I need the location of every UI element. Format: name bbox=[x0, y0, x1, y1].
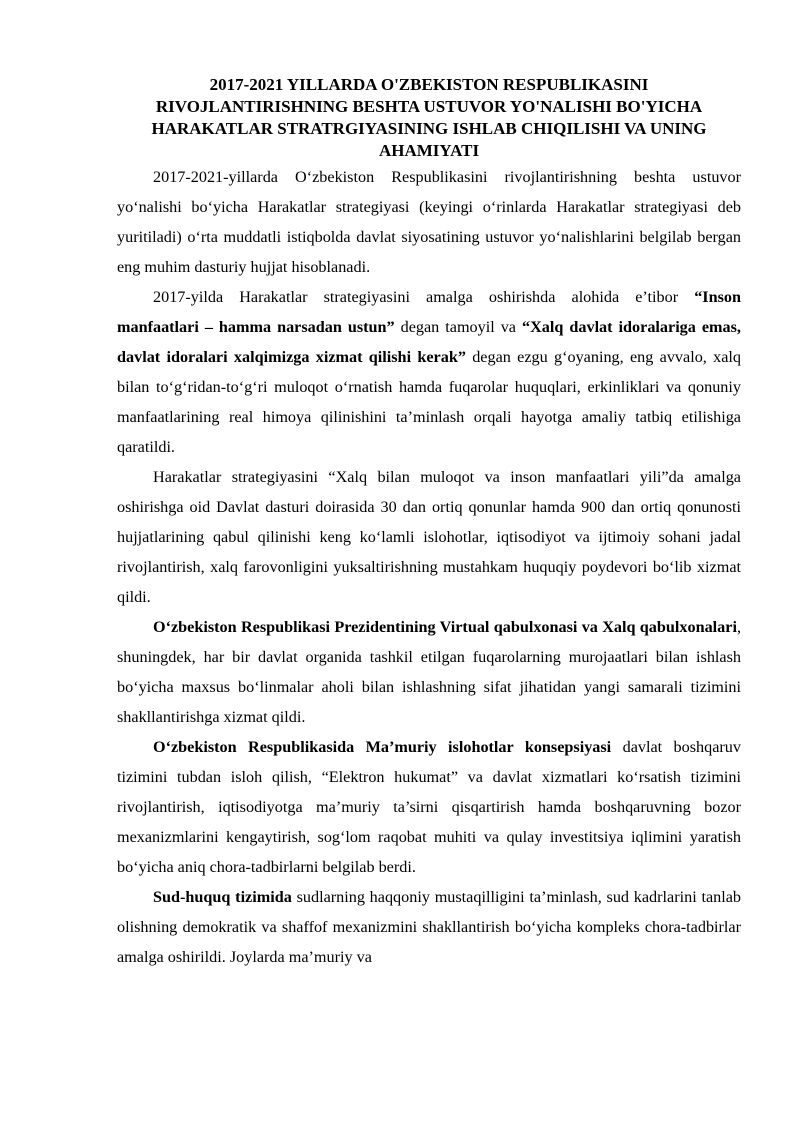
paragraph-3: Harakatlar strategiyasini “Xalq bilan muloqot va inson manfaatlari yili”da amalga oshirishga oid Davlat dasturi doirasida 30 dan ortiq qonunlar hamda 900 dan ortiq qonunosti hujjatlarining qabul qilinishi keng ko‘lamli islohotlar, iqtisodiyot va ijtimoiy sohani jadal rivojlantirish, xalq farovonligini yuksaltirishning mustahkam huquqiy poydevori bo‘lib xizmat qildi. bbox=[117, 468, 741, 606]
paragraph-6 bbox=[117, 882, 741, 972]
paragraph-2-text-3: degan ezgu g‘oyaning, eng avvalo, xalq bilan to‘g‘ridan-to‘g‘ri muloqot o‘rnatish hamda fuqarolar huquqlari, erkinliklari va qonuniy manfaatlarining real himoya qilinishini ta’minlash orqali hayotga amaliy tatbiq etilishiga qaratildi. bbox=[117, 348, 741, 456]
paragraph-2-bold-2: “Xalq davlat idoralariga emas, davlat idoralari xalqimizga xizmat qilishi kerak” bbox=[117, 318, 741, 366]
document-title: 2017-2021 YILLARDA O'ZBEKISTON RESPUBLIKASINI RIVOJLANTIRISHNING BESHTA USTUVOR YO'NALISHI BO'YICHA HARAKATLAR STRATRGIYASINING ISHLAB CHIQILISHI VA UNING AHAMIYATI bbox=[151, 75, 707, 160]
paragraph-6-bold-1: Sud-huquq tizimida bbox=[153, 888, 292, 906]
paragraph-2-text-1: 2017-yilda Harakatlar strategiyasini amalga oshirishda alohida e’tibor bbox=[153, 288, 695, 306]
document-page bbox=[117, 74, 741, 972]
paragraph-4 bbox=[117, 612, 741, 732]
paragraph-4-bold-1: O‘zbekiston Respublikasi Prezidentining Virtual qabulxonasi va Xalq qabulxonalari bbox=[153, 618, 737, 636]
paragraph-5 bbox=[117, 732, 741, 882]
paragraph-2-bold-1: “Inson manfaatlari – hamma narsadan ustun” bbox=[117, 288, 741, 336]
paragraph-5-bold-1: O‘zbekiston Respublikasida Ma’muriy islohotlar konsepsiyasi bbox=[153, 738, 612, 756]
paragraph-2 bbox=[117, 282, 741, 462]
paragraph-6-text-1: sudlarning haqqoniy mustaqilligini ta’minlash, sud kadrlarini tanlab olishning demokratik va shaffof mexanizmini shakllantirish bo‘yicha kompleks chora-tadbirlar amalga oshirildi. Joylarda ma’muriy va bbox=[117, 888, 742, 966]
paragraph-4-text-1: , shuningdek, har bir davlat organida tashkil etilgan fuqarolarning murojaatlari bilan ishlash bo‘yicha maxsus bo‘linmalar aholi bilan ishlashning sifat jihatidan yangi samarali tizimini shakllantirishga xizmat qildi. bbox=[117, 618, 741, 726]
paragraph-1: 2017-2021-yillarda O‘zbekiston Respublikasini rivojlantirishning beshta ustuvor yo‘nalishi bo‘yicha Harakatlar strategiyasi (keyingi o‘rinlarda Harakatlar strategiyasi deb yuritiladi) o‘rta muddatli istiqbolda davlat siyosatining ustuvor yo‘nalishlarini belgilab bergan eng muhim dasturiy hujjat hisoblanadi. bbox=[117, 168, 741, 276]
paragraph-2-text-2: degan tamoyil va bbox=[394, 318, 522, 336]
paragraph-5-text-1: davlat boshqaruv tizimini tubdan isloh qilish, “Elektron hukumat” va davlat xizmatlari ko‘rsatish tizimini rivojlantirish, iqtisodiyotga ma’muriy ta’sirni qisqartirish hamda boshqaruvning bozor mexanizmlarini kengaytirish, sog‘lom raqobat muhiti va qulay investitsiya iqlimini yaratish bo‘yicha aniq chora-tadbirlarni belgilab berdi. bbox=[117, 738, 741, 876]
